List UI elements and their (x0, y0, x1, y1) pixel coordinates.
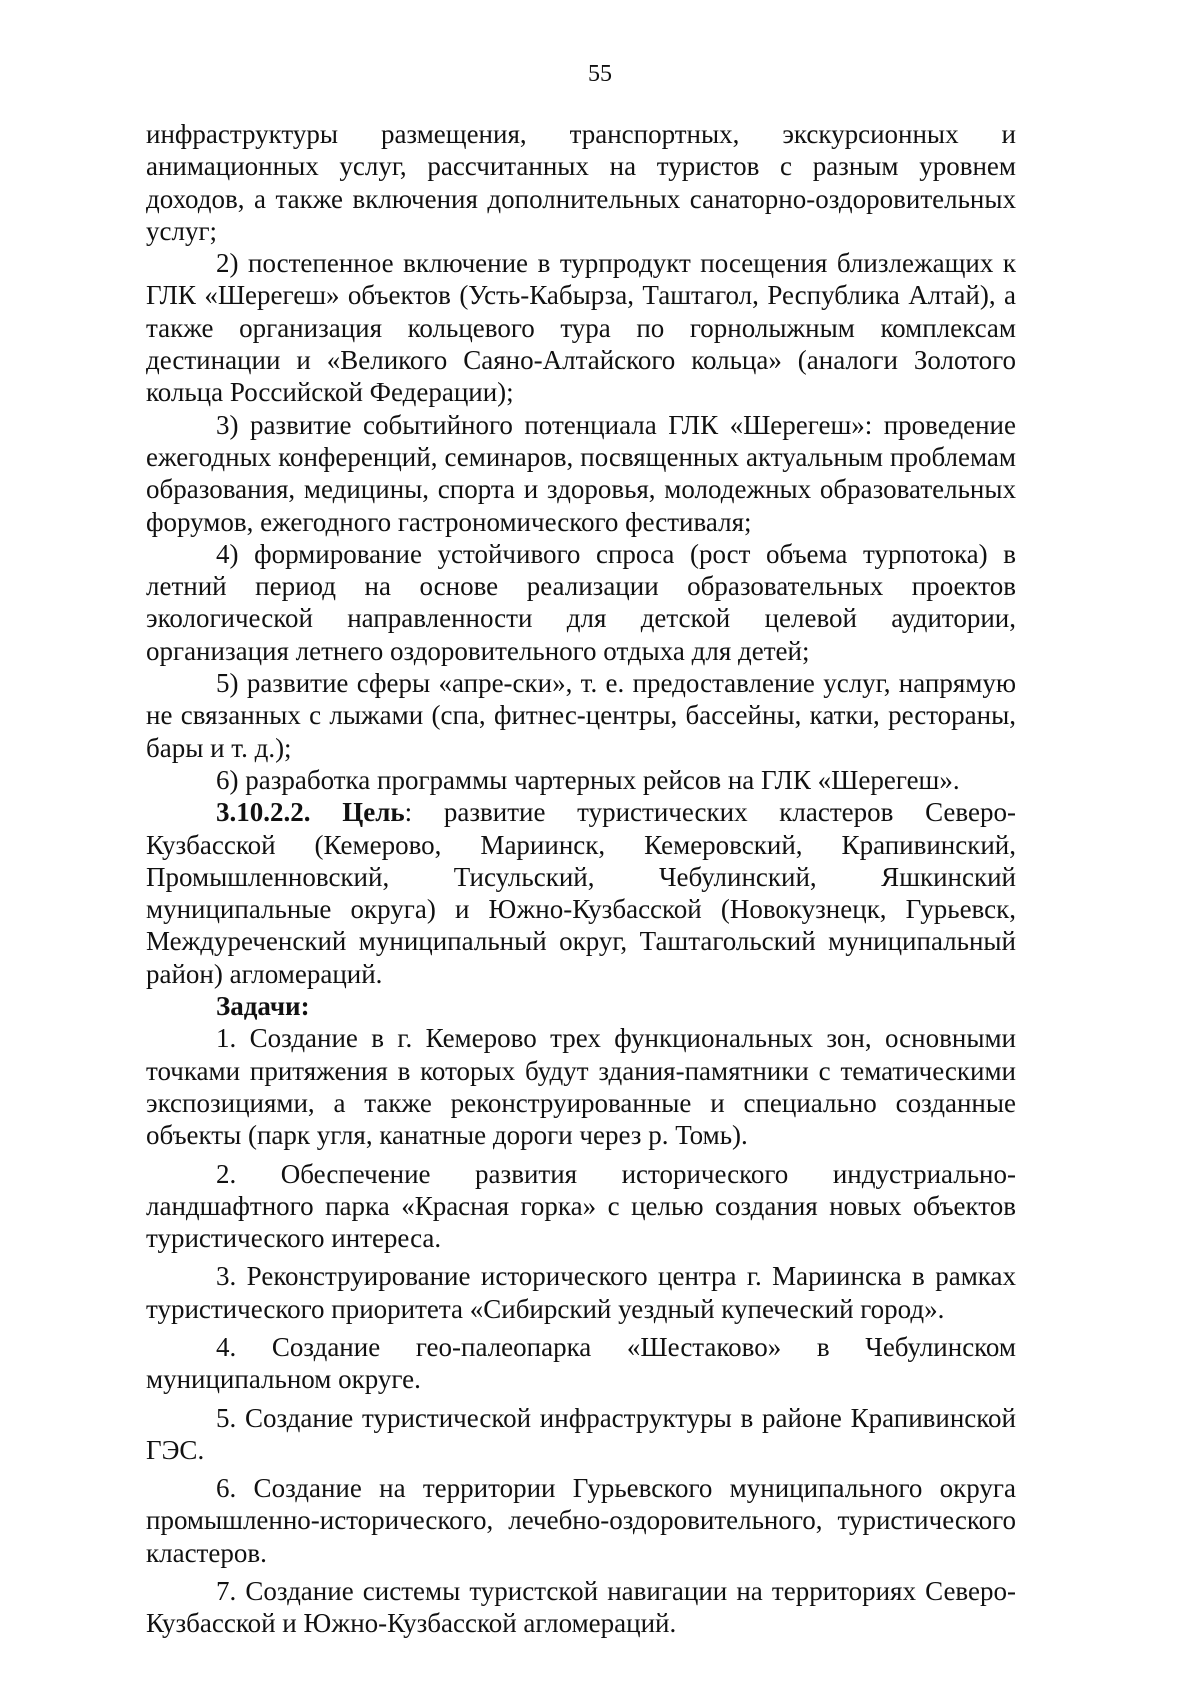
list-item-6: 6) разработка программы чартерных рейсов на ГЛК «Шерегеш». (216, 764, 960, 795)
section-goal-label: 3.10.2.2. Цель (216, 797, 405, 828)
task-item-3: 3. Реконструирование исторического центра г. Мариинска в рамках туристического приоритета «Сибирский уездный купеческий город». (146, 1261, 1016, 1324)
task-item-5: 5. Создание туристической инфраструктуры в районе Крапивинской ГЭС. (146, 1402, 1016, 1465)
page-number: 55 (588, 61, 612, 87)
tasks-heading: Задачи: (216, 991, 310, 1022)
intro-paragraph: инфраструктуры размещения, транспортных, экскурсионных и анимационных услуг, рассчитанных на туристов с разным уровнем доходов, а также включения дополнительных санаторно-оздоровительных услуг; (146, 119, 1016, 246)
task-item-4: 4. Создание гео-палеопарка «Шестаково» в Чебулинском муниципальном округе. (146, 1331, 1016, 1395)
task-item-6: 6. Создание на территории Гурьевского муниципального округа промышленно-исторического, лечебно-оздоровительного, туристического кластеров. (146, 1473, 1016, 1568)
task-item-1: 1. Создание в г. Кемерово трех функциональных зон, основными точками притяжения в которых будут здания-памятники с тематическими экспозициями, а также реконструированные и специально созданные объекты (парк угля, канатные дороги через р. Томь). (146, 1023, 1016, 1151)
list-item-3: 3) развитие событийного потенциала ГЛК «Шерегеш»: проведение ежегодных конференций, семинаров, посвященных актуальным проблемам образования, медицины, спорта и здоровья, молодежных образовательных форумов, ежегодного гастрономического фестиваля; (146, 409, 1016, 537)
task-item-2: 2. Обеспечение развития исторического индустриально-ландшафтного парка «Красная горка» с целью создания новых объектов туристического интереса. (146, 1158, 1016, 1254)
section-goal-paragraph (146, 796, 1016, 990)
task-item-7: 7. Создание системы туристской навигации на территориях Северо-Кузбасской и Южно-Кузбасской агломераций. (146, 1576, 1016, 1639)
list-item-2: 2) постепенное включение в турпродукт посещения близлежащих к ГЛК «Шерегеш» объектов (Усть-Кабырза, Таштагол, Республика Алтай), а также организация кольцевого тура по горнолыжным комплексам дестинации и «Великого Саяно-Алтайского кольца» (аналоги Золотого кольца Российской Федерации); (146, 248, 1016, 408)
document-body (146, 118, 1016, 1646)
list-item-4: 4) формирование устойчивого спроса (рост объема турпотока) в летний период на основе реализации образовательных проектов экологической направленности для детской целевой аудитории, организация летнего оздоровительного отдыха для детей; (146, 538, 1016, 666)
section-goal-text: : развитие туристических кластеров Северо-Кузбасской (Кемерово, Мариинск, Кемеровский, Крапивинский, Промышленновский, Тисульский, Чебулинский, Яшкинский муниципальные округа) и Южно-Кузбасской (Новокузнецк, Гурьевск, Междуреченский муниципальный округ, Таштагольский муниципальный район) агломераций. (146, 797, 1016, 989)
list-item-5: 5) развитие сферы «апре-ски», т. е. предоставление услуг, напрямую не связанных с лыжами (спа, фитнес-центры, бассейны, катки, рестораны, бары и т. д.); (146, 668, 1016, 763)
